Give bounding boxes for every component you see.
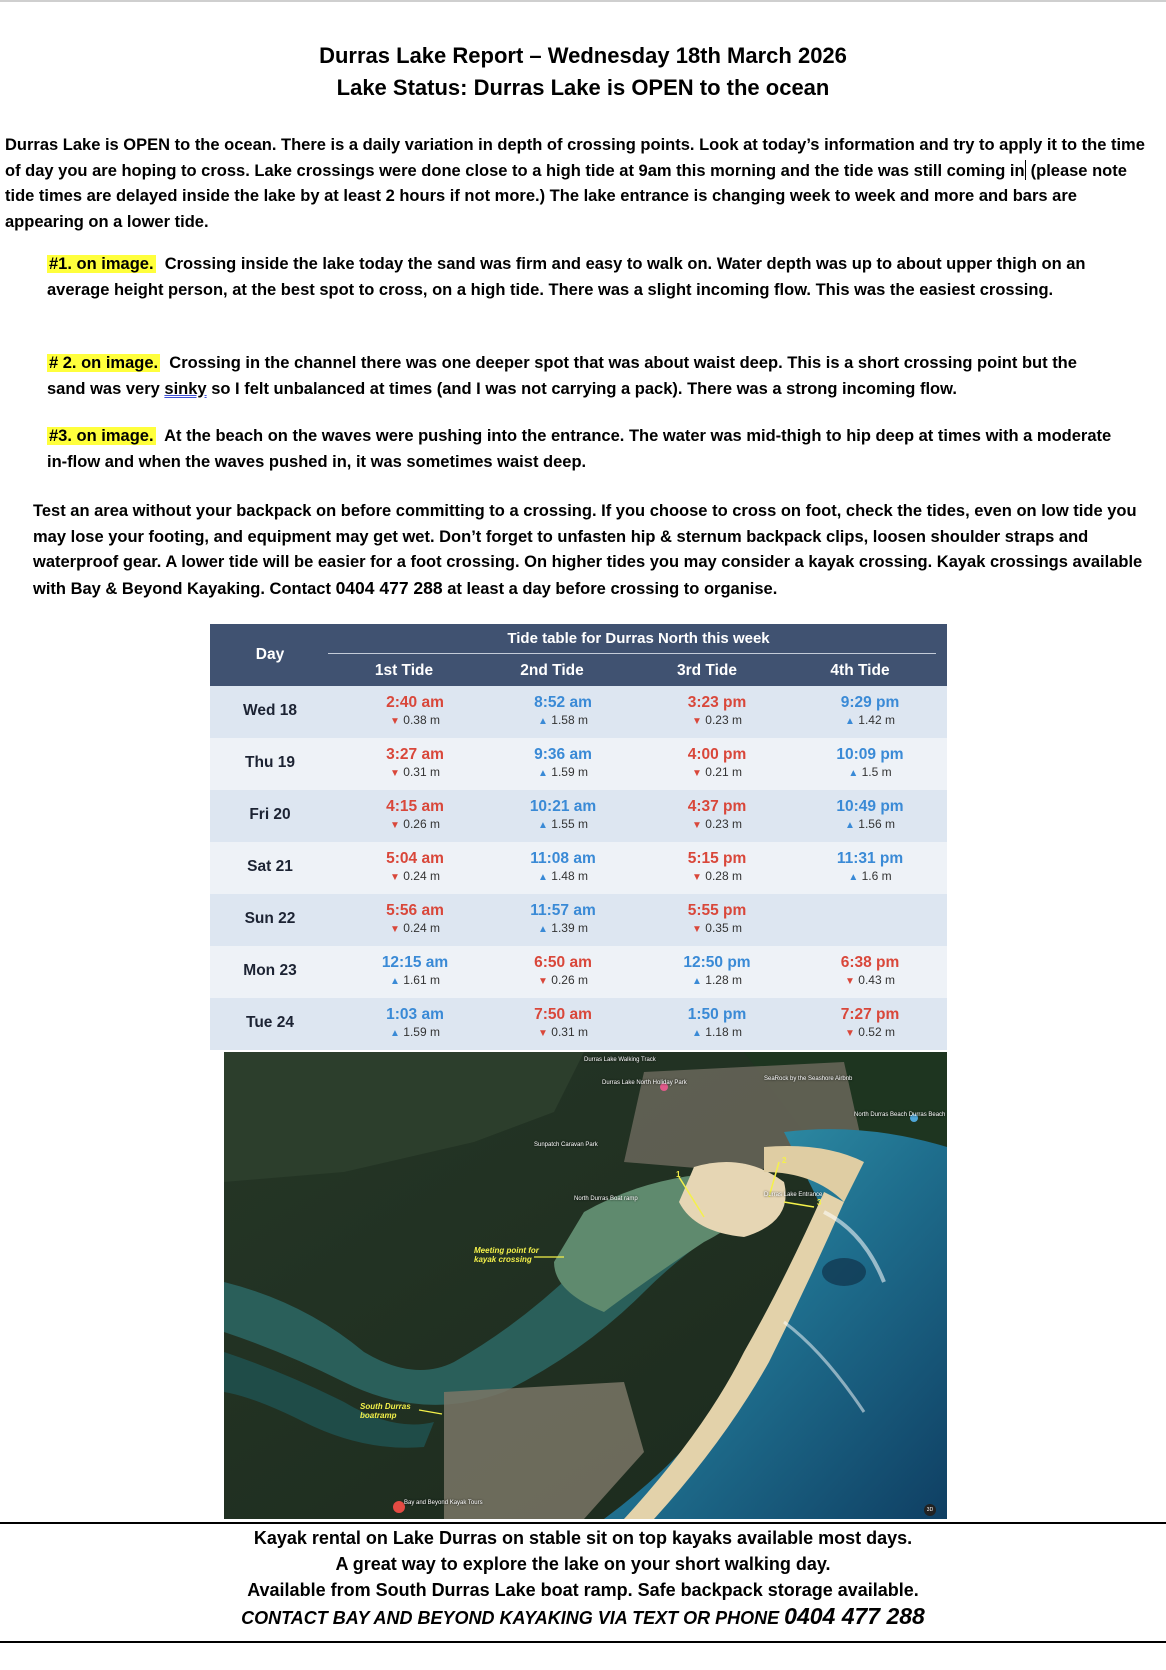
- tide-height-value: 0.21 m: [705, 765, 742, 779]
- crossing-2-text-b: so I felt unbalanced at times (and I was not carrying a pack). There was a strong incoming flow.: [206, 379, 957, 398]
- tide-height: [340, 712, 490, 730]
- tide-time: 1:03 am: [386, 1006, 444, 1023]
- tide-time: 10:21 am: [529, 798, 597, 815]
- map-label-meeting-point: Meeting point for kayak crossing: [474, 1246, 539, 1264]
- crossing-2-label: # 2. on image.: [49, 354, 159, 372]
- map-label-south-ramp: South Durras boatramp: [360, 1402, 411, 1420]
- tide-cell: [488, 901, 638, 938]
- tide-height-value: 1.58 m: [551, 713, 588, 727]
- tide-day-cell: Mon 23: [243, 962, 297, 979]
- tide-cell: [795, 797, 945, 834]
- tide-cell: [340, 1005, 490, 1042]
- tide-height: [795, 816, 945, 834]
- tide-cell: [795, 745, 945, 782]
- advice-text: Test an area without your backpack on before committing to a crossing. If you choose to cross on foot, check the tides, even on low tide you may lose your footing, and equipment may get wet. Don’t forget to unfasten hip & sternum backpack clips, loosen shoulder straps and waterproof gear. A lower tide will be easier for a foot crossing. On higher tides you may consider a kayak crossing. Kayak crossings available with Bay & Beyond Kayaking. Contact: [33, 502, 1143, 598]
- tide-cell: [488, 953, 638, 990]
- day-header: Day: [255, 646, 285, 663]
- tide-height-value: 0.23 m: [705, 817, 742, 831]
- aerial-map: [224, 1052, 947, 1519]
- down-arrow-icon: ▼: [390, 820, 400, 831]
- tide-time: 11:08 am: [530, 850, 596, 867]
- tide-cell: [340, 797, 490, 834]
- tide-cell: [642, 901, 792, 938]
- top-divider: [0, 0, 1166, 2]
- tide-time: 10:49 pm: [836, 798, 904, 815]
- tide-time: 9:29 pm: [840, 694, 900, 711]
- tide-height: [488, 868, 638, 886]
- tide-height: [488, 972, 638, 990]
- tide-height-value: 1.18 m: [705, 1025, 742, 1039]
- header-divider: [328, 653, 936, 654]
- down-arrow-icon: ▼: [390, 872, 400, 883]
- down-arrow-icon: ▼: [692, 924, 702, 935]
- crossing-1-text: Crossing inside the lake today the sand was firm and easy to walk on. Water depth was up to about upper thigh on an average height person, at the best spot to cross, on a high tide. There was a slight incoming flow. This was the easiest crossing.: [47, 255, 1086, 299]
- tide-cell: [488, 745, 638, 782]
- up-arrow-icon: ▲: [845, 820, 855, 831]
- up-arrow-icon: ▲: [538, 872, 548, 883]
- intro-paragraph: [5, 133, 1160, 235]
- tide-height: [340, 1024, 490, 1042]
- tide-height-value: 0.24 m: [403, 921, 440, 935]
- tide-cell: [488, 849, 638, 886]
- col-header-3: 3rd Tide: [676, 662, 737, 679]
- tide-table-title: Tide table for Durras North this week: [507, 630, 770, 647]
- tide-day-cell: Fri 20: [249, 806, 291, 823]
- down-arrow-icon: ▼: [692, 872, 702, 883]
- tide-cell: [488, 693, 638, 730]
- tide-height-value: 0.24 m: [403, 869, 440, 883]
- tide-cell: [340, 745, 490, 782]
- tide-height: [795, 712, 945, 730]
- tide-time: 2:40 am: [386, 694, 444, 711]
- tide-cell: [642, 849, 792, 886]
- crossing-2-text-a: Crossing in the channel there was one deeper spot that was about waist deep. This is a short crossing point but the sand was very: [47, 354, 1077, 398]
- tide-time: 6:50 am: [534, 954, 592, 971]
- crossing-2-sinky: sinky: [164, 379, 207, 398]
- tide-row: [210, 946, 947, 998]
- tide-height: [642, 816, 792, 834]
- down-arrow-icon: ▼: [390, 716, 400, 727]
- tide-day-cell: Thu 19: [245, 754, 295, 771]
- tide-cell: [340, 849, 490, 886]
- map-marker-3: 3: [817, 1198, 822, 1207]
- tide-time: 11:31 pm: [836, 850, 904, 867]
- tide-height-value: 0.35 m: [705, 921, 742, 935]
- tide-height: [340, 920, 490, 938]
- tide-height: [795, 764, 945, 782]
- tide-row: [210, 894, 947, 946]
- tide-cell: [795, 1005, 945, 1042]
- tide-height-value: 1.56 m: [858, 817, 895, 831]
- tide-height: [488, 1024, 638, 1042]
- tide-height-value: 1.61 m: [403, 973, 440, 987]
- up-arrow-icon: ▲: [692, 1028, 702, 1039]
- tide-cell: [795, 693, 945, 730]
- intro-text-a: Durras Lake is OPEN to the ocean. There is a daily variation in depth of crossing points. Look at today’s information and try to apply it to the time of day you are hoping to cross. Lake crossings were done close to a high tide at 9am this morning and the tide was still coming in: [5, 136, 1145, 180]
- crossing-1: [47, 252, 1117, 303]
- up-arrow-icon: ▲: [538, 924, 548, 935]
- map-label-walking-track: Durras Lake Walking Track: [584, 1057, 656, 1063]
- tide-time: 5:04 am: [386, 850, 444, 867]
- tide-height: [340, 868, 490, 886]
- tide-height: [642, 972, 792, 990]
- tide-time: 10:09 pm: [836, 746, 904, 763]
- up-arrow-icon: ▲: [848, 872, 859, 883]
- tide-cell: [795, 849, 945, 886]
- down-arrow-icon: ▼: [390, 924, 400, 935]
- map-label-bay-beyond: Bay and Beyond Kayak Tours: [404, 1500, 483, 1506]
- map-image: [224, 1052, 947, 1519]
- tide-row: [210, 790, 947, 842]
- up-arrow-icon: ▲: [845, 716, 855, 727]
- tide-time: 12:50 pm: [683, 954, 751, 971]
- up-arrow-icon: ▲: [848, 768, 859, 779]
- down-arrow-icon: ▼: [538, 1028, 548, 1039]
- tide-height: [488, 764, 638, 782]
- map-label-holiday-park: Durras Lake North Holiday Park: [602, 1080, 687, 1086]
- map-label-north-beach: North Durras Beach Durras Beach: [854, 1112, 946, 1118]
- map-marker-1: 1: [676, 1170, 681, 1179]
- tide-height: [488, 816, 638, 834]
- advice-paragraph: [33, 499, 1143, 602]
- tide-day-cell: Tue 24: [246, 1014, 294, 1031]
- down-arrow-icon: ▼: [538, 976, 548, 987]
- down-arrow-icon: ▼: [845, 976, 855, 987]
- tide-cell: [488, 1005, 638, 1042]
- tide-height-value: 0.28 m: [705, 869, 742, 883]
- tide-height-value: 1.59 m: [403, 1025, 440, 1039]
- col-header-1: 1st Tide: [374, 662, 434, 679]
- tide-time: 4:00 pm: [687, 746, 747, 763]
- tide-day-cell: Sun 22: [244, 910, 296, 927]
- crossing-3: [47, 424, 1117, 475]
- tide-cell: [642, 745, 792, 782]
- down-arrow-icon: ▼: [692, 716, 702, 727]
- tide-time: 5:15 pm: [687, 850, 747, 867]
- tide-time: 11:57 am: [530, 902, 596, 919]
- tide-height: [795, 972, 945, 990]
- tide-height: [340, 972, 490, 990]
- tide-height-value: 1.59 m: [551, 765, 588, 779]
- footer-line-2: A great way to explore the lake on your short walking day.: [335, 1554, 831, 1574]
- up-arrow-icon: ▲: [692, 976, 702, 987]
- footer-phone: 0404 477 288: [784, 1603, 925, 1629]
- tide-row: [210, 686, 947, 738]
- down-arrow-icon: ▼: [692, 768, 702, 779]
- up-arrow-icon: ▲: [538, 716, 548, 727]
- tide-height-value: 0.31 m: [551, 1025, 588, 1039]
- footer: [0, 1525, 1166, 1631]
- tide-height: [642, 764, 792, 782]
- footer-contact: [0, 1603, 1166, 1631]
- footer-line-1: Kayak rental on Lake Durras on stable sit on top kayaks available most days.: [253, 1528, 913, 1548]
- tide-height: [642, 712, 792, 730]
- tide-time: 4:15 am: [386, 798, 444, 815]
- map-label-entrance: Durras Lake Entrance: [764, 1192, 823, 1198]
- up-arrow-icon: ▲: [538, 820, 548, 831]
- tide-time: 12:15 am: [381, 954, 449, 971]
- down-arrow-icon: ▼: [845, 1028, 855, 1039]
- col-header-4: 4th Tide: [830, 662, 890, 679]
- tide-height-value: 0.26 m: [551, 973, 588, 987]
- advice-text-end: at least a day before crossing to organise.: [442, 579, 778, 598]
- tide-cell: [340, 953, 490, 990]
- down-arrow-icon: ▼: [390, 768, 400, 779]
- tide-height-value: 1.6 m: [861, 869, 892, 883]
- tide-height: [488, 712, 638, 730]
- tide-height: [642, 868, 792, 886]
- down-arrow-icon: ▼: [692, 820, 702, 831]
- tide-height: [795, 868, 945, 886]
- tide-day-cell: Wed 18: [243, 702, 297, 719]
- tide-table: [210, 624, 947, 1049]
- tide-cell: [340, 693, 490, 730]
- tide-height: [642, 920, 792, 938]
- map-label-searock: SeaRock by the Seashore Airbnb: [764, 1076, 853, 1082]
- map-label-north-boat-ramp: North Durras Boat ramp: [574, 1196, 638, 1202]
- tide-cell: [642, 953, 792, 990]
- tide-row: [210, 998, 947, 1050]
- crossing-2: [47, 351, 1117, 402]
- tide-time: 8:52 am: [534, 694, 592, 711]
- tide-cell: [642, 1005, 792, 1042]
- crossing-3-text: At the beach on the waves were pushing into the entrance. The water was mid-thigh to hip deep at times with a moderate in-flow and when the waves pushed in, it was sometimes waist deep.: [47, 427, 1112, 471]
- footer-divider-bottom: [0, 1641, 1166, 1643]
- tide-height-value: 0.23 m: [705, 713, 742, 727]
- tide-cell: [340, 901, 490, 938]
- col-header-2: 2nd Tide: [520, 662, 584, 679]
- tide-height: [340, 816, 490, 834]
- up-arrow-icon: ▲: [538, 768, 548, 779]
- map-3d-badge[interactable]: 3D: [924, 1504, 936, 1516]
- report-title: Durras Lake Report – Wednesday 18th March 2026: [319, 43, 847, 68]
- tide-height-value: 1.39 m: [551, 921, 588, 935]
- crossing-3-label: #3. on image.: [49, 427, 154, 445]
- tide-cell: [488, 797, 638, 834]
- tide-row: [210, 842, 947, 894]
- tide-row: [210, 738, 947, 790]
- tide-height: [642, 1024, 792, 1042]
- advice-phone: 0404 477 288: [335, 577, 443, 598]
- tide-time: 5:55 pm: [687, 902, 747, 919]
- tide-height-value: 0.38 m: [403, 713, 440, 727]
- tide-height-value: 0.52 m: [858, 1025, 895, 1039]
- tide-table-header: [210, 624, 947, 686]
- tide-height: [340, 764, 490, 782]
- footer-contact-text: CONTACT BAY AND BEYOND KAYAKING VIA TEXT OR PHONE: [241, 1608, 785, 1628]
- footer-line-3: Available from South Durras Lake boat ramp. Safe backpack storage available.: [247, 1580, 919, 1600]
- crossing-1-label: #1. on image.: [49, 255, 154, 273]
- tide-height-value: 1.55 m: [551, 817, 588, 831]
- tide-cell: [642, 693, 792, 730]
- up-arrow-icon: ▲: [390, 1028, 400, 1039]
- page-title: [0, 40, 1166, 104]
- lake-status: Lake Status: Durras Lake is OPEN to the ocean: [336, 75, 830, 100]
- tide-height-value: 1.48 m: [551, 869, 588, 883]
- tide-time: 1:50 pm: [687, 1006, 747, 1023]
- tide-time: 4:37 pm: [687, 798, 747, 815]
- tide-time: 5:56 am: [386, 902, 444, 919]
- tide-time: 6:38 pm: [840, 954, 900, 971]
- up-arrow-icon: ▲: [390, 976, 400, 987]
- tide-height-value: 1.28 m: [705, 973, 742, 987]
- tide-cell: [642, 797, 792, 834]
- tide-height-value: 1.42 m: [858, 713, 895, 727]
- tide-height: [795, 1024, 945, 1042]
- tide-day-cell: Sat 21: [247, 858, 293, 875]
- tide-time: 9:36 am: [534, 746, 592, 763]
- tide-time: 3:23 pm: [687, 694, 747, 711]
- tide-cell: [795, 953, 945, 990]
- footer-divider-top: [0, 1522, 1166, 1524]
- map-label-sunpatch: Sunpatch Caravan Park: [534, 1142, 598, 1148]
- tide-time: 7:50 am: [534, 1006, 592, 1023]
- tide-height-value: 0.26 m: [403, 817, 440, 831]
- tide-time: 7:27 pm: [840, 1006, 900, 1023]
- map-marker-2: 2: [782, 1156, 787, 1165]
- tide-height: [488, 920, 638, 938]
- tide-height-value: 1.5 m: [861, 765, 892, 779]
- tide-time: 3:27 am: [386, 746, 444, 763]
- intro-text-b: (please note tide times are delayed inside the lake by at least 2 hours if not more.) The lake entrance is changing week to week and more and bars are appearing on a lower tide.: [5, 161, 1127, 231]
- tide-height-value: 0.31 m: [403, 765, 440, 779]
- tide-height-value: 0.43 m: [858, 973, 895, 987]
